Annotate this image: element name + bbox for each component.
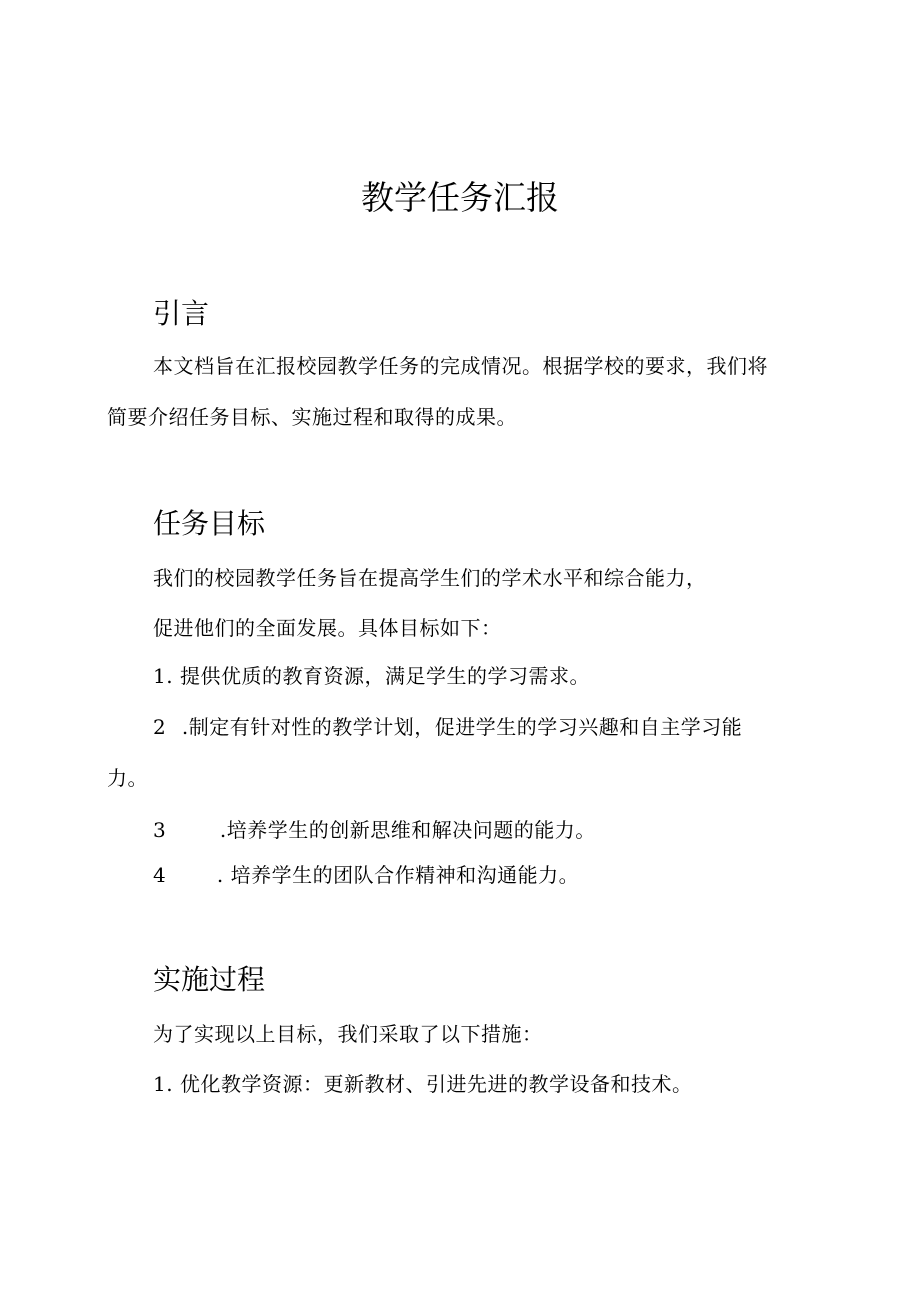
intro-heading: 引言 xyxy=(153,297,210,330)
list-item-number: 3 xyxy=(153,818,167,842)
list-item-number: 1. xyxy=(153,1072,174,1096)
goals-paragraph-line-2: 促进他们的全面发展。具体目标如下： xyxy=(153,616,502,640)
goals-list-item-4 xyxy=(153,859,579,888)
goals-paragraph-line-1: 我们的校园教学任务旨在提高学生们的学术水平和综合能力， xyxy=(153,566,707,590)
intro-paragraph-line-1: 本文档旨在汇报校园教学任务的完成情况。根据学校的要求，我们将 xyxy=(153,354,768,378)
list-item-text: . 培养学生的团队合作精神和沟通能力。 xyxy=(216,863,580,887)
list-item-text: 提供优质的教育资源，满足学生的学习需求。 xyxy=(179,664,590,688)
intro-paragraph-line-2: 简要介绍任务目标、实施过程和取得的成果。 xyxy=(107,405,517,429)
list-item-number: 1. xyxy=(153,664,174,688)
process-list-item-1 xyxy=(153,1068,692,1097)
goals-list-item-1 xyxy=(153,660,590,689)
goals-heading: 任务目标 xyxy=(153,507,266,540)
list-item-text: .培养学生的创新思维和解决问题的能力。 xyxy=(219,818,596,842)
list-item-text: .制定有针对性的教学计划，促进学生的学习兴趣和自主学习能 xyxy=(181,715,743,739)
goals-list-item-2-continuation: 力。 xyxy=(107,766,148,790)
list-item-number: 2 xyxy=(153,715,167,739)
process-paragraph-line-1: 为了实现以上目标，我们采取了以下措施： xyxy=(153,1022,543,1046)
process-heading: 实施过程 xyxy=(153,963,266,996)
list-item-text: 优化教学资源：更新教材、引进先进的教学设备和技术。 xyxy=(179,1072,693,1096)
goals-list-item-3 xyxy=(153,814,596,843)
list-item-number: 4 xyxy=(153,863,167,887)
goals-list-item-2 xyxy=(153,711,742,740)
document-title: 教学任务汇报 xyxy=(361,178,559,217)
